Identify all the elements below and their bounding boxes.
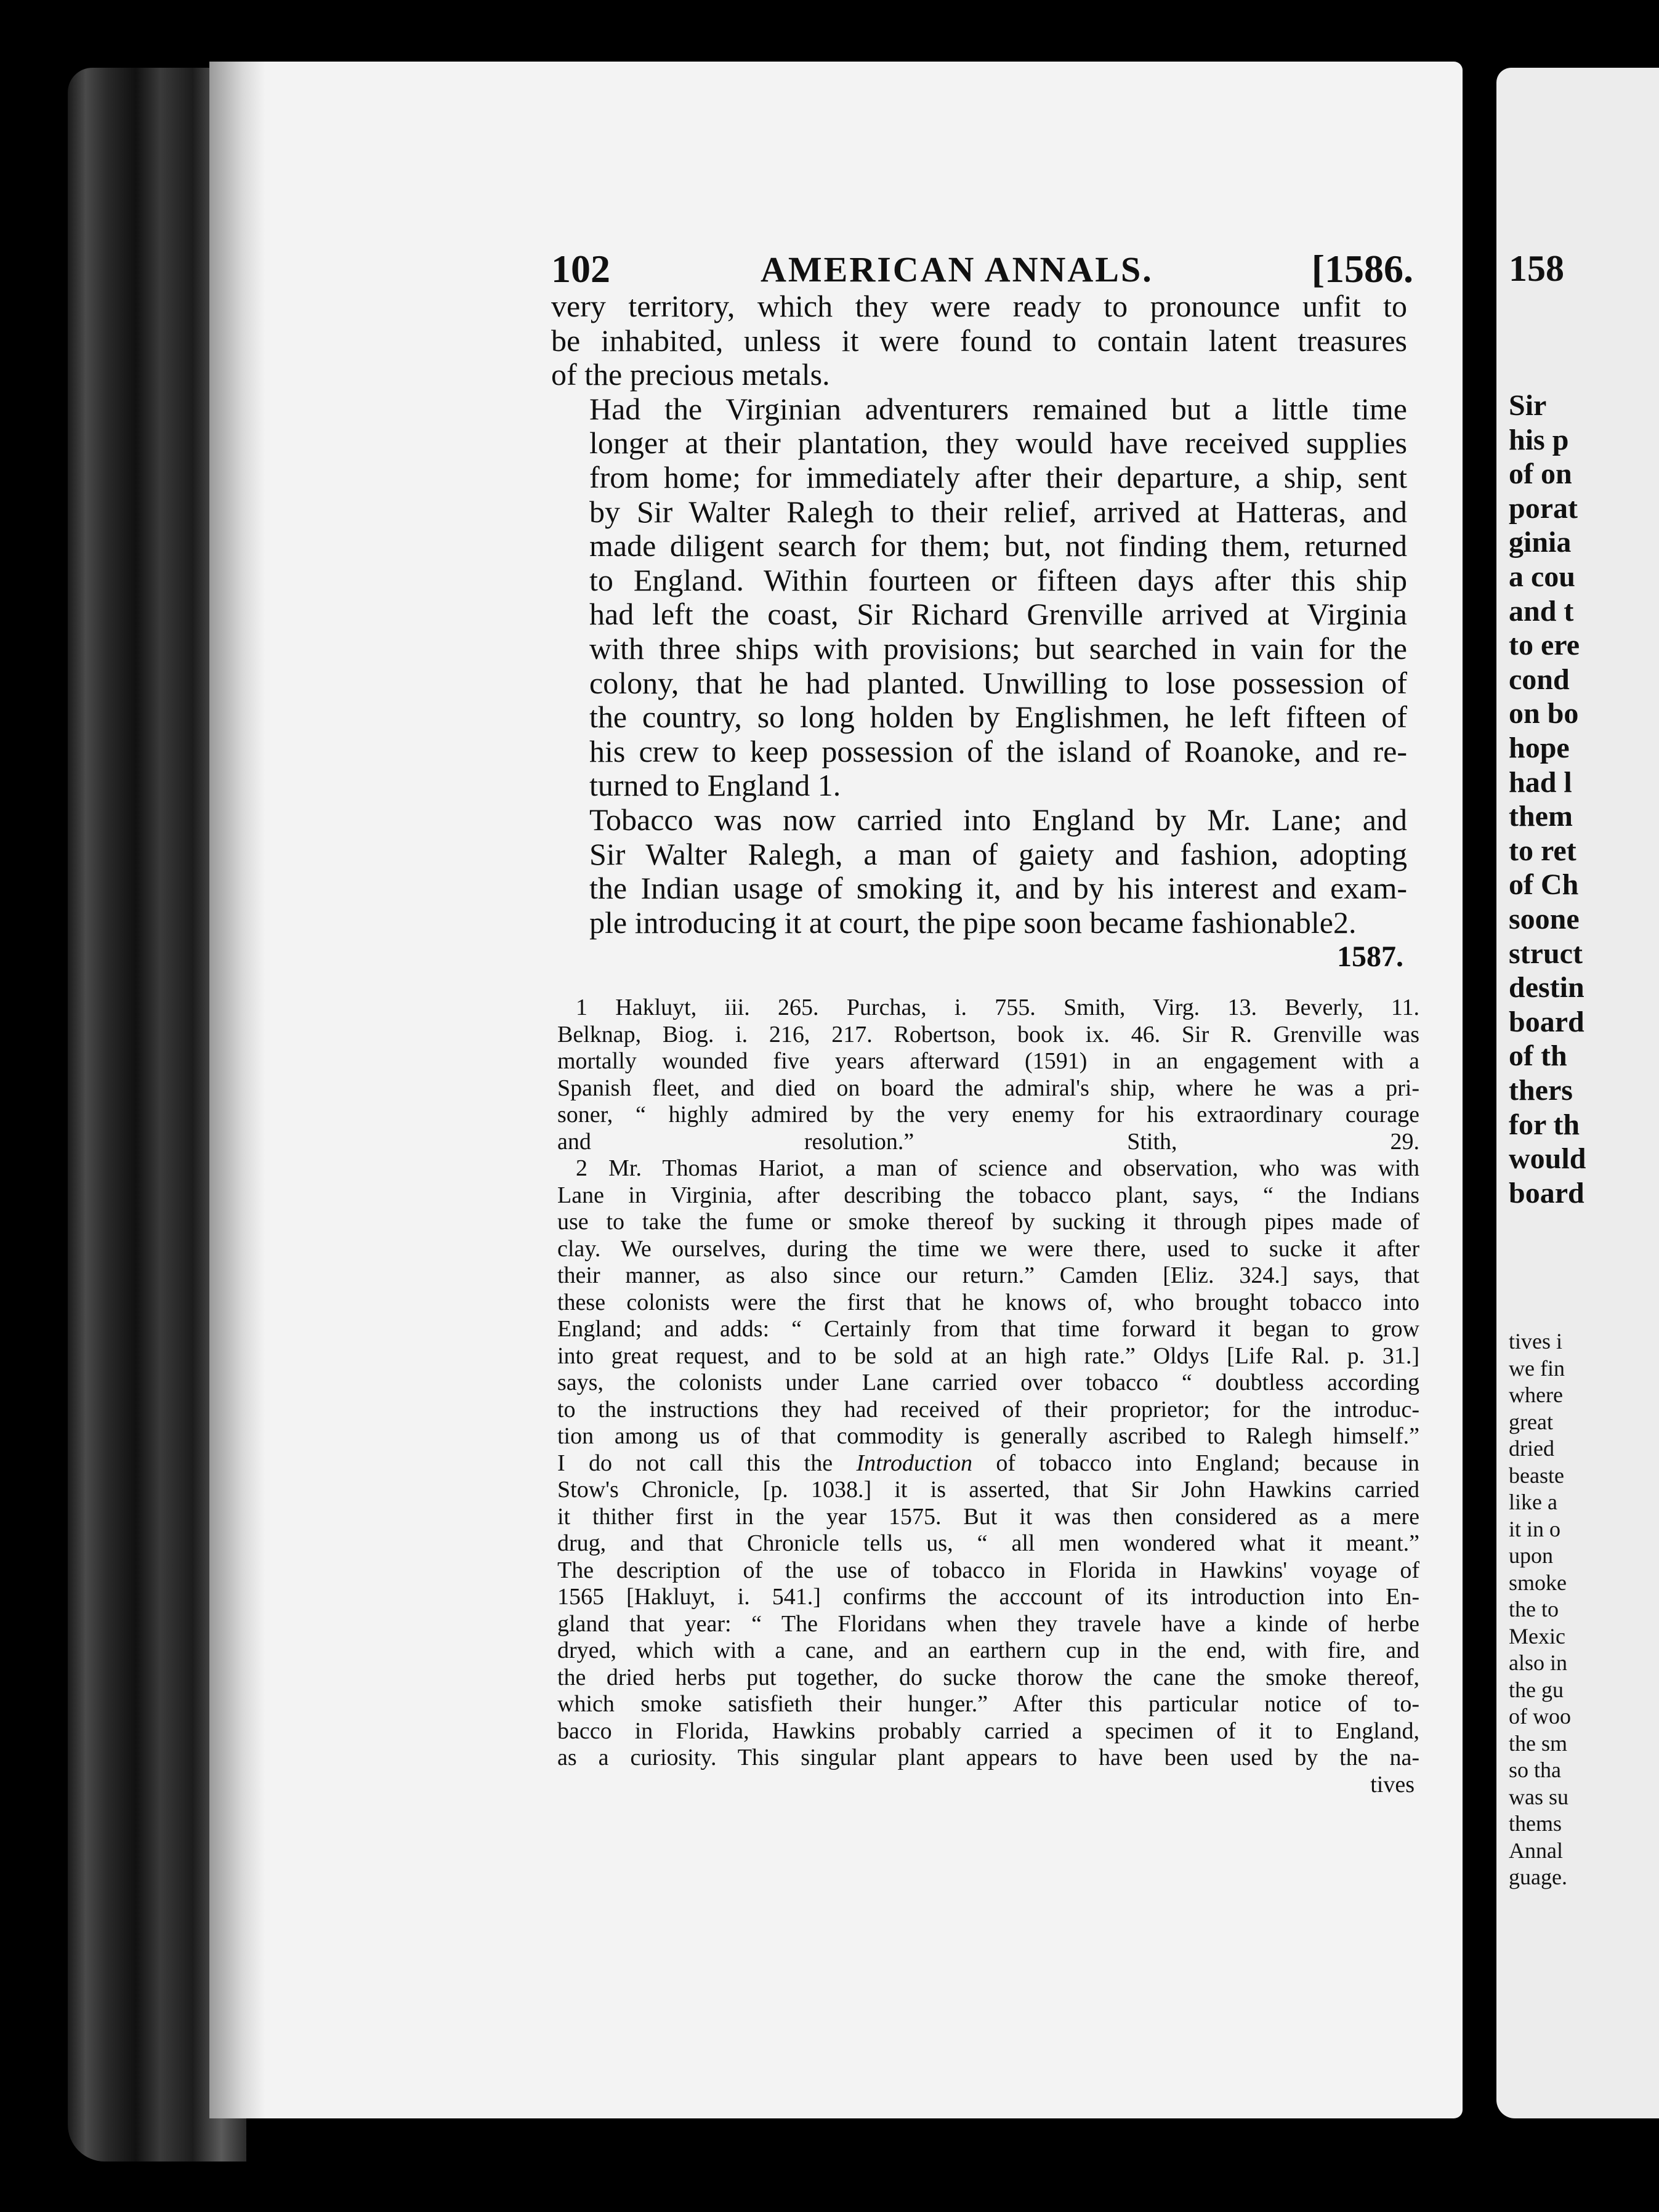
next-page-fragment: struct	[1509, 937, 1583, 970]
next-page-note-fragment: also in	[1509, 1650, 1567, 1675]
next-page-note-fragment: Annal	[1509, 1838, 1563, 1863]
next-page-fragment: for th	[1509, 1108, 1580, 1141]
next-page-fragment: had l	[1509, 765, 1572, 799]
text-line: the Indian usage of smoking it, and by his interest and exam-	[589, 871, 1407, 906]
footnote-line: bacco in Florida, Hawkins probably carried a specimen of it to England,	[557, 1718, 1419, 1744]
next-page-note-fragment: Mexic	[1509, 1623, 1565, 1649]
text-line: longer at their plantation, they would have received supplies	[589, 426, 1407, 461]
next-page-note-fragment: of woo	[1509, 1704, 1571, 1729]
next-page-fragment: hope	[1509, 732, 1570, 764]
footnote-line: soner, “ highly admired by the very enemy for his extraordinary courage	[557, 1102, 1419, 1128]
margin-year: 1587.	[1337, 940, 1403, 974]
footnote-line: which smoke satisfieth their hunger.” After this particular notice of to-	[557, 1691, 1419, 1717]
footnote-line: Stow's Chronicle, [p. 1038.] it is asserted, that Sir John Hawkins carried	[557, 1477, 1419, 1503]
next-page-note-fragment: smoke	[1509, 1570, 1567, 1595]
footnote-line: Spanish fleet, and died on board the admiral's ship, where he was a pri-	[557, 1075, 1419, 1101]
next-page-note-fragment: like a	[1509, 1490, 1557, 1514]
next-page-note-fragment: we fin	[1509, 1355, 1565, 1381]
footnote-line: 1 Hakluyt, iii. 265. Purchas, i. 755. Smith, Virg. 13. Beverly, 11.	[576, 995, 1419, 1020]
footnote-line: as a curiosity. This singular plant appears to have been used by the na-	[557, 1745, 1419, 1770]
next-page-edge	[1496, 68, 1659, 2118]
footnote-line: dryed, which with a cane, and an earthern cup in the end, with fire, and	[557, 1637, 1419, 1663]
footnote-line: and resolution.” Stith, 29.	[557, 1128, 1419, 1155]
footnote-line: their manner, as also since our return.” Camden [Eliz. 324.] says, that	[557, 1262, 1419, 1288]
next-page-fragment: and t	[1509, 594, 1574, 628]
footnote-line: 2 Mr. Thomas Hariot, a man of science and observation, who was with	[576, 1155, 1419, 1181]
next-page-fragment: soone	[1509, 903, 1580, 935]
next-page-fragment: a cou	[1509, 560, 1575, 593]
next-page-note-fragment: so tha	[1509, 1758, 1561, 1782]
next-page-note-fragment: tives i	[1509, 1329, 1562, 1354]
next-page-fragment: would	[1509, 1142, 1586, 1176]
paragraph	[551, 392, 1407, 803]
text-line: to England. Within fourteen or fifteen days after this ship	[589, 562, 1407, 597]
next-page-note-fragment: thems	[1509, 1811, 1562, 1836]
text-line: be inhabited, unless it were found to contain latent treasures	[551, 323, 1407, 358]
footnote-line: drug, and that Chronicle tells us, “ all men wondered what it meant.”	[557, 1530, 1419, 1556]
next-page-fragment: of th	[1509, 1039, 1567, 1073]
paragraph	[551, 289, 1407, 392]
next-page-fragment: of Ch	[1509, 868, 1579, 902]
next-page-note-fragment: guage.	[1509, 1865, 1567, 1889]
footnote-line: the dried herbs put together, do sucke thorow the cane the smoke thereof,	[557, 1664, 1419, 1690]
text-line: from home; for immediately after their departure, a ship, sent	[589, 459, 1407, 494]
text-line: by Sir Walter Ralegh to their relief, arrived at Hatteras, and	[589, 494, 1407, 529]
footnote-line: tion among us of that commodity is generally ascribed to Ralegh himself.”	[557, 1423, 1419, 1449]
footnote-line: it thither first in the year 1575. But it was then considered as a mere	[557, 1503, 1419, 1530]
next-page-fragment: to ret	[1509, 834, 1576, 867]
header-year: [1586.	[1311, 247, 1413, 291]
next-page-fragment: his p	[1509, 423, 1569, 456]
footnotes	[557, 995, 1419, 1798]
next-page-note-fragment: great	[1509, 1409, 1553, 1434]
catchword: tives	[1370, 1771, 1415, 1798]
next-page-fragment: destin	[1509, 971, 1584, 1004]
footnote-line: England; and adds: “ Certainly from that time forward it began to grow	[557, 1316, 1419, 1342]
text-line: had left the coast, Sir Richard Grenville arrived at Virginia	[589, 597, 1407, 632]
footnote-line: 1565 [Hakluyt, i. 541.] confirms the acccount of its introduction into En-	[557, 1584, 1419, 1610]
text-line: turned to England 1.	[589, 768, 841, 803]
next-page-fragment: cond	[1509, 663, 1570, 696]
next-page-fragment: Sir	[1509, 389, 1547, 422]
text-line: Had the Virginian adventurers remained but a little time	[589, 391, 1407, 426]
text-line: with three ships with provisions; but searched in vain for the	[589, 631, 1407, 666]
next-page-fragment: them	[1509, 800, 1573, 833]
text-line: colony, that he had planted. Unwilling to lose possession of	[589, 665, 1407, 700]
next-page-note-fragment: upon	[1509, 1543, 1553, 1568]
next-page-note-fragment: the gu	[1509, 1677, 1564, 1702]
next-page-note-fragment: it in o	[1509, 1516, 1561, 1541]
running-title: AMERICAN ANNALS.	[761, 249, 1153, 289]
next-page-note-fragment: the sm	[1509, 1730, 1567, 1756]
footnote-line: gland that year: “ The Floridans when they travele have a kinde of herbe	[557, 1610, 1419, 1637]
footnote-line: Belknap, Biog. i. 216, 217. Robertson, book ix. 46. Sir R. Grenville was	[557, 1021, 1419, 1047]
text-line: Tobacco was now carried into England by Mr. Lane; and	[589, 802, 1407, 837]
next-page-fragment: board	[1509, 1005, 1584, 1038]
main-text	[551, 289, 1407, 974]
next-page-note-fragment: where	[1509, 1383, 1563, 1407]
footnote-line: these colonists were the first that he knows of, who brought tobacco into	[557, 1289, 1419, 1315]
next-page-note-fragment: was su	[1509, 1784, 1568, 1809]
next-page-header: 158	[1509, 248, 1564, 289]
next-page-fragment: porat	[1509, 491, 1578, 525]
text-line: very territory, which they were ready to pronounce unfit to	[551, 289, 1407, 323]
footnote-line: Lane in Virginia, after describing the tobacco plant, says, “ the Indians	[557, 1182, 1419, 1208]
footnote-line: The description of the use of tobacco in Florida in Hawkins' voyage of	[557, 1557, 1419, 1583]
next-page-fragment: board	[1509, 1176, 1584, 1209]
footnote-line: I do not call this the Introduction of tobacco into England; because in	[557, 1450, 1419, 1476]
next-page-fragment: to ere	[1509, 629, 1580, 662]
footnote	[557, 1155, 1419, 1772]
next-page-fragment: thers	[1509, 1074, 1573, 1107]
footnote-line: clay. We ourselves, during the time we were there, used to sucke it after	[557, 1235, 1419, 1262]
next-page-fragment: ginia	[1509, 526, 1572, 559]
text-line: ple introducing it at court, the pipe soon became fashionable2.	[589, 905, 1357, 940]
footnote-line: into great request, and to be sold at an high rate.” Oldys [Life Ral. p. 31.]	[557, 1342, 1419, 1369]
next-page-note-fragment: the to	[1509, 1597, 1559, 1621]
text-line: Sir Walter Ralegh, a man of gaiety and fashion, adopting	[589, 836, 1407, 871]
text-line: of the precious metals.	[551, 357, 830, 392]
next-page-fragment: of on	[1509, 458, 1572, 491]
footnote	[557, 995, 1419, 1155]
next-page-note-fragment: dried	[1509, 1436, 1554, 1461]
footnote-line: says, the colonists under Lane carried over tobacco “ doubtless according	[557, 1370, 1419, 1395]
next-page-fragment: on bo	[1509, 697, 1579, 730]
footnote-line: use to take the fume or smoke thereof by sucking it through pipes made of	[557, 1209, 1419, 1235]
footnote-line: mortally wounded five years afterward (1591) in an engagement with a	[557, 1048, 1419, 1074]
page-number: 102	[551, 247, 610, 291]
footnote-line: to the instructions they had received of their proprietor; for the introduc-	[557, 1396, 1419, 1423]
text-line: the country, so long holden by Englishmen, he left fifteen of	[589, 700, 1407, 735]
paragraph	[551, 803, 1407, 940]
text-line: his crew to keep possession of the island of Roanoke, and re-	[589, 733, 1407, 769]
next-page-note-fragment: beaste	[1509, 1463, 1564, 1488]
text-line: made diligent search for them; but, not finding them, returned	[589, 528, 1407, 563]
